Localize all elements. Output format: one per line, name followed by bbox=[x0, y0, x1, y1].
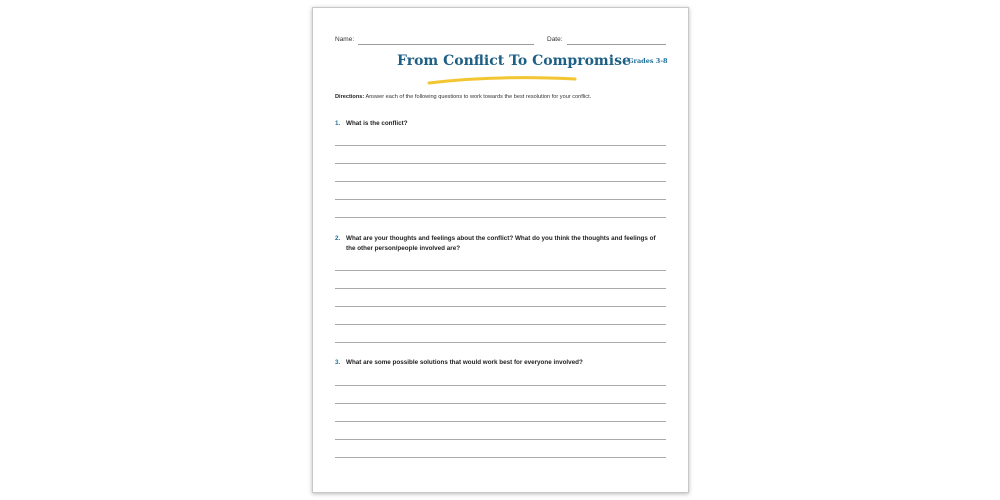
answer-line bbox=[335, 199, 666, 200]
answer-line bbox=[335, 306, 666, 307]
directions-text: Answer each of the following questions to work towards the best resolution for your conflict. bbox=[364, 94, 592, 100]
question-text: What is the conflict? bbox=[346, 120, 408, 127]
answer-line bbox=[335, 145, 666, 146]
answer-line bbox=[335, 163, 666, 164]
answer-line bbox=[335, 439, 666, 440]
question-text: What are your thoughts and feelings about the conflict? What do you think the thoughts and feelings of the other person/people involved are? bbox=[346, 235, 656, 252]
answer-line bbox=[335, 324, 666, 325]
answer-line bbox=[335, 288, 666, 289]
answer-line bbox=[335, 385, 666, 386]
question-text: What are some possible solutions that would work best for everyone involved? bbox=[346, 359, 583, 366]
worksheet-page bbox=[312, 7, 689, 493]
answer-line bbox=[335, 403, 666, 404]
grades-label: Grades 3-8 bbox=[628, 57, 668, 65]
answer-line bbox=[335, 181, 666, 182]
answer-line bbox=[335, 342, 666, 343]
question-number: 1. bbox=[335, 120, 341, 127]
date-label: Date: bbox=[547, 36, 563, 43]
answer-line bbox=[335, 457, 666, 458]
answer-line bbox=[335, 217, 666, 218]
answer-line bbox=[335, 421, 666, 422]
question-number: 3. bbox=[335, 359, 341, 366]
worksheet-title: From Conflict To Compromise bbox=[397, 53, 631, 69]
name-label: Name: bbox=[335, 36, 355, 43]
date-line bbox=[567, 44, 666, 45]
directions-label: Directions: bbox=[335, 94, 365, 100]
name-line bbox=[358, 44, 534, 45]
directions bbox=[335, 94, 670, 100]
question-number: 2. bbox=[335, 235, 341, 242]
answer-line bbox=[335, 270, 666, 271]
title-underline-swoosh bbox=[427, 74, 577, 86]
